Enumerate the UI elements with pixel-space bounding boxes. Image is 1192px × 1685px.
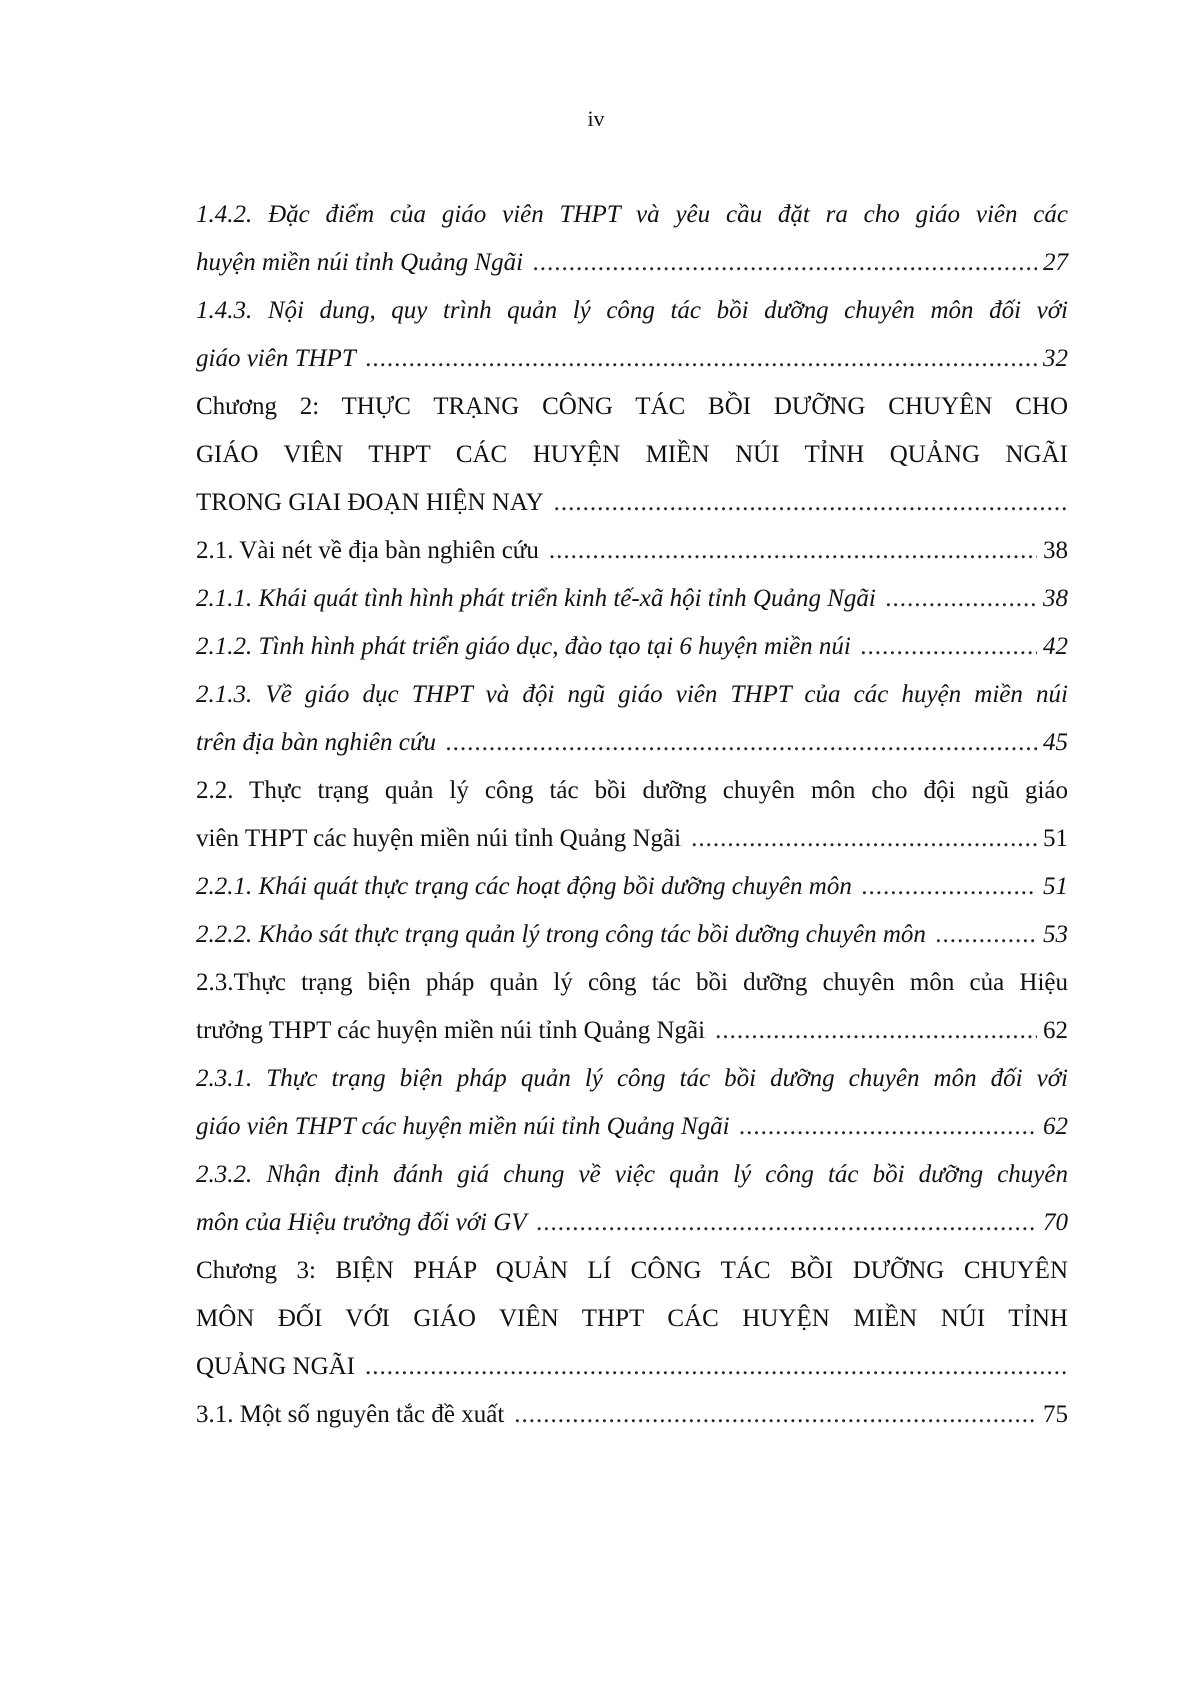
dot-leader [691, 815, 1037, 863]
toc-entry-line: GIÁO VIÊN THPT CÁC HUYỆN MIỀN NÚI TỈNH QUẢNG NGÃI [196, 441, 1068, 468]
toc-entry-title: giáo viên THPT [196, 345, 356, 372]
toc-page-number: 51 [1043, 873, 1068, 900]
toc-page-number: 51 [1043, 825, 1068, 852]
toc-entry[interactable] [196, 863, 1068, 911]
dot-leader [861, 623, 1037, 671]
toc-entry-line: MÔN ĐỐI VỚI GIÁO VIÊN THPT CÁC HUYỆN MIỀN NÚI TỈNH [196, 1305, 1068, 1332]
toc-entry[interactable] [196, 959, 1068, 1055]
dot-leader [715, 1007, 1037, 1055]
toc-entry-title: TRONG GIAI ĐOẠN HIỆN NAY [196, 489, 544, 516]
toc-entry[interactable] [196, 1391, 1068, 1439]
toc-page-number: 27 [1043, 249, 1068, 276]
dot-leader [862, 863, 1037, 911]
toc-entry-title: giáo viên THPT các huyện miền núi tỉnh Quảng Ngãi [196, 1113, 730, 1140]
dot-leader [366, 335, 1037, 383]
dot-leader [365, 1343, 1068, 1391]
toc-entry-line: 2.3.Thực trạng biện pháp quản lý công tác bồi dưỡng chuyên môn của Hiệu [196, 969, 1068, 996]
table-of-contents [196, 191, 1068, 1439]
dot-leader [537, 1199, 1037, 1247]
toc-entry[interactable] [196, 191, 1068, 287]
toc-page-number: 42 [1043, 633, 1068, 660]
toc-page-number: 38 [1043, 537, 1068, 564]
toc-entry[interactable] [196, 287, 1068, 383]
page-number: iv [587, 106, 605, 131]
toc-entry-line: 2.2. Thực trạng quản lý công tác bồi dưỡng chuyên môn cho đội ngũ giáo [196, 777, 1068, 804]
dot-leader [554, 479, 1068, 527]
toc-page-number: 38 [1043, 585, 1068, 612]
toc-entry-title: 2.1. Vài nét về địa bàn nghiên cứu [196, 537, 539, 564]
toc-entry-title: huyện miền núi tỉnh Quảng Ngãi [196, 249, 524, 276]
toc-entry-line: 2.3.1. Thực trạng biện pháp quản lý công tác bồi dưỡng chuyên môn đối với [196, 1065, 1068, 1092]
toc-entry-title: 2.1.1. Khái quát tình hình phát triển kinh tế-xã hội tỉnh Quảng Ngãi [196, 585, 876, 612]
toc-page-number: 45 [1043, 729, 1068, 756]
toc-entry-title: 2.2.1. Khái quát thực trạng các hoạt động bồi dưỡng chuyên môn [196, 873, 852, 900]
toc-entry[interactable] [196, 383, 1068, 527]
toc-entry[interactable] [196, 911, 1068, 959]
toc-entry[interactable] [196, 1247, 1068, 1391]
toc-entry-line: 2.1.3. Về giáo dục THPT và đội ngũ giáo viên THPT của các huyện miền núi [196, 681, 1068, 708]
toc-page-number: 70 [1043, 1209, 1068, 1236]
dot-leader [886, 575, 1037, 623]
toc-entry[interactable] [196, 1055, 1068, 1151]
toc-entry-line: 1.4.3. Nội dung, quy trình quản lý công tác bồi dưỡng chuyên môn đối với [196, 297, 1068, 324]
toc-entry-line: 1.4.2. Đặc điểm của giáo viên THPT và yêu cầu đặt ra cho giáo viên các [196, 201, 1068, 228]
dot-leader [740, 1103, 1037, 1151]
toc-page-number: 75 [1043, 1401, 1068, 1428]
toc-entry-title: QUẢNG NGÃI [196, 1353, 356, 1380]
toc-entry-line: 2.3.2. Nhận định đánh giá chung về việc quản lý công tác bồi dưỡng chuyên [196, 1161, 1068, 1188]
dot-leader [549, 527, 1037, 575]
toc-entry[interactable] [196, 767, 1068, 863]
toc-entry[interactable] [196, 575, 1068, 623]
dot-leader [514, 1391, 1037, 1439]
toc-entry-line: Chương 2: THỰC TRẠNG CÔNG TÁC BỒI DƯỠNG CHUYÊN CHO [196, 393, 1068, 420]
toc-entry[interactable] [196, 671, 1068, 767]
toc-page-number: 32 [1043, 345, 1068, 372]
toc-entry[interactable] [196, 527, 1068, 575]
dot-leader [936, 911, 1037, 959]
toc-entry[interactable] [196, 623, 1068, 671]
toc-page-number: 53 [1043, 921, 1068, 948]
dot-leader [446, 719, 1037, 767]
toc-entry-title: môn của Hiệu trưởng đối với GV [196, 1209, 527, 1236]
toc-page-number: 62 [1043, 1113, 1068, 1140]
toc-entry-title: viên THPT các huyện miền núi tỉnh Quảng Ngãi [196, 825, 682, 852]
toc-entry[interactable] [196, 1151, 1068, 1247]
toc-entry-title: 3.1. Một số nguyên tắc đề xuất [196, 1401, 505, 1428]
toc-entry-title: 2.1.2. Tình hình phát triển giáo dục, đào tạo tại 6 huyện miền núi [196, 633, 851, 660]
toc-entry-title: trưởng THPT các huyện miền núi tỉnh Quảng Ngãi [196, 1017, 706, 1044]
toc-entry-title: 2.2.2. Khảo sát thực trạng quản lý trong công tác bồi dưỡng chuyên môn [196, 921, 926, 948]
toc-entry-line: Chương 3: BIỆN PHÁP QUẢN LÍ CÔNG TÁC BỒI DƯỠNG CHUYÊN [196, 1257, 1068, 1284]
toc-page-number: 62 [1043, 1017, 1068, 1044]
toc-entry-title: trên địa bàn nghiên cứu [196, 729, 436, 756]
dot-leader [533, 239, 1037, 287]
